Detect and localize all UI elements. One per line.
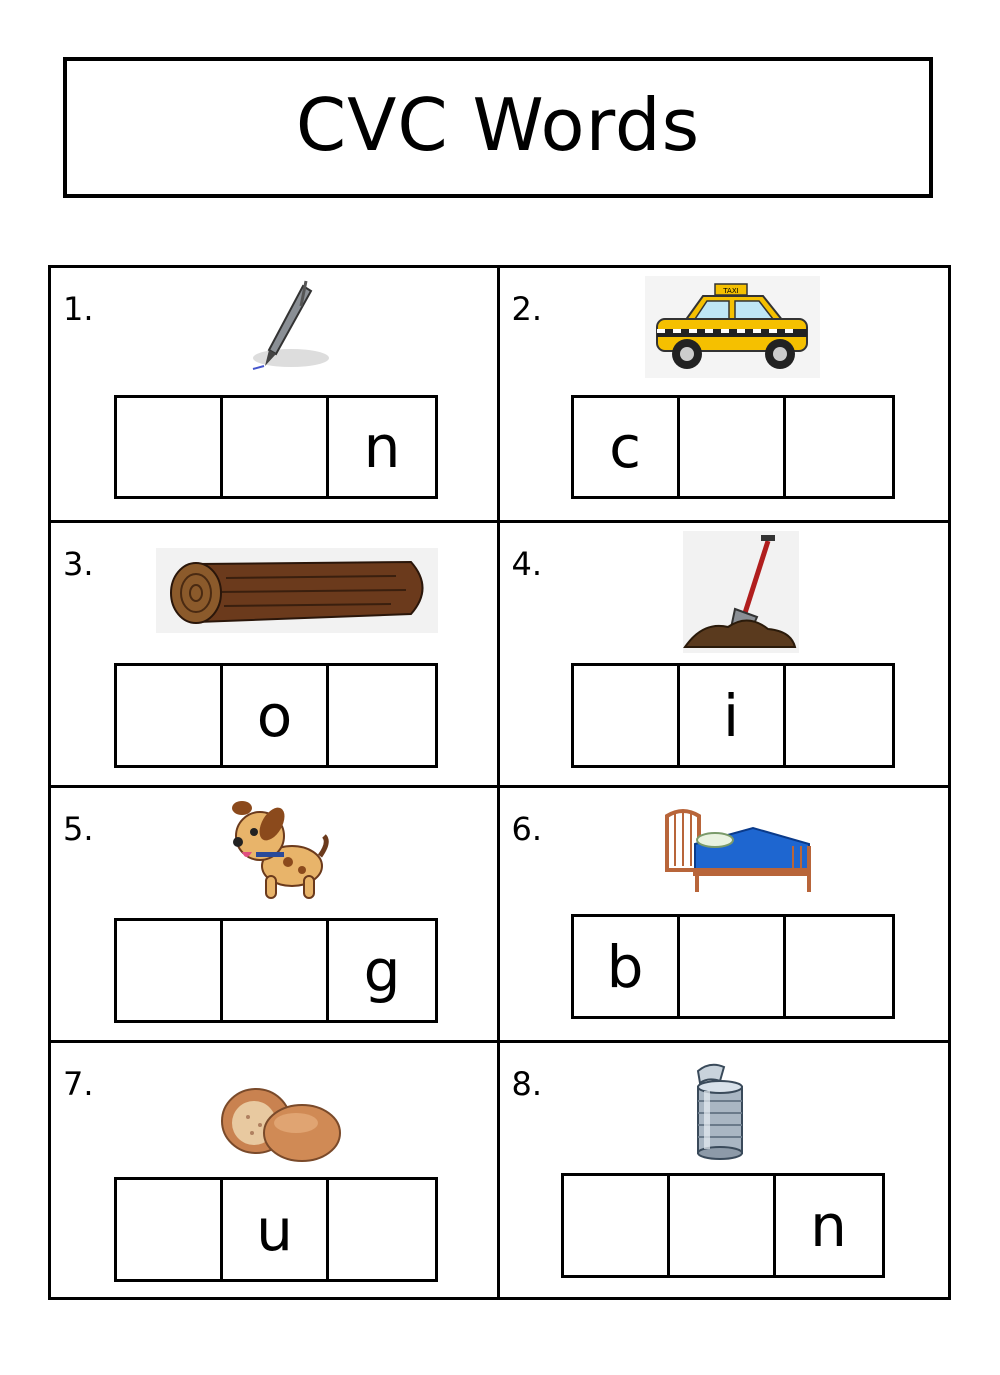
letter-box[interactable] (680, 398, 786, 496)
title-box (63, 57, 933, 198)
pen-image (231, 276, 331, 376)
letter-boxes (571, 914, 895, 1019)
letter-boxes (114, 1177, 438, 1282)
bed-image (663, 806, 815, 896)
letter-box[interactable]: u (223, 1180, 329, 1279)
letter-box[interactable] (786, 398, 892, 496)
item-5 (51, 788, 500, 1043)
item-6 (500, 788, 949, 1043)
item-number: 1. (63, 290, 94, 328)
item-number: 3. (63, 545, 94, 583)
letter-box[interactable] (329, 1180, 435, 1279)
worksheet-grid (48, 265, 951, 1300)
taxi-sign-text: TAXI (722, 287, 739, 295)
letter-box[interactable] (564, 1176, 670, 1275)
letter-box[interactable] (329, 666, 435, 765)
letter-box[interactable] (680, 917, 786, 1016)
letter-box[interactable] (574, 666, 680, 765)
item-number: 6. (511, 810, 543, 848)
letter-box[interactable] (117, 666, 223, 765)
page-title: CVC Words (295, 82, 701, 167)
letter-box[interactable] (117, 1180, 223, 1279)
item-number: 2. (511, 290, 543, 328)
bun-image (216, 1083, 344, 1165)
letter-box[interactable]: i (680, 666, 786, 765)
item-4 (500, 523, 949, 788)
tin-can-image (690, 1061, 750, 1161)
log-image (156, 548, 438, 633)
letter-boxes (571, 663, 895, 768)
item-number: 5. (63, 810, 94, 848)
letter-box[interactable] (117, 921, 223, 1020)
taxi-image (645, 276, 820, 378)
letter-boxes (114, 395, 438, 499)
shovel-image (683, 531, 799, 653)
item-8 (500, 1043, 949, 1297)
item-3 (51, 523, 500, 788)
letter-box[interactable]: g (363, 936, 401, 1005)
letter-box[interactable] (117, 398, 223, 496)
item-number: 4. (511, 545, 543, 583)
item-2 (500, 268, 949, 523)
letter-box[interactable]: c (574, 398, 680, 496)
letter-box[interactable] (223, 921, 329, 1020)
item-number: 7. (63, 1065, 94, 1103)
letter-box[interactable]: n (810, 1191, 847, 1260)
letter-boxes (114, 663, 438, 768)
letter-box[interactable]: b (574, 917, 680, 1016)
letter-box[interactable] (223, 398, 329, 496)
letter-box[interactable] (786, 666, 892, 765)
letter-boxes (561, 1173, 885, 1278)
letter-boxes (571, 395, 895, 499)
dog-image (226, 800, 331, 905)
letter-box[interactable] (670, 1176, 776, 1275)
letter-box[interactable]: n (363, 413, 401, 481)
item-number: 8. (511, 1065, 543, 1103)
letter-boxes (114, 918, 438, 1023)
letter-box[interactable]: o (223, 666, 329, 765)
item-1 (51, 268, 500, 523)
letter-box[interactable] (786, 917, 892, 1016)
item-7 (51, 1043, 500, 1297)
